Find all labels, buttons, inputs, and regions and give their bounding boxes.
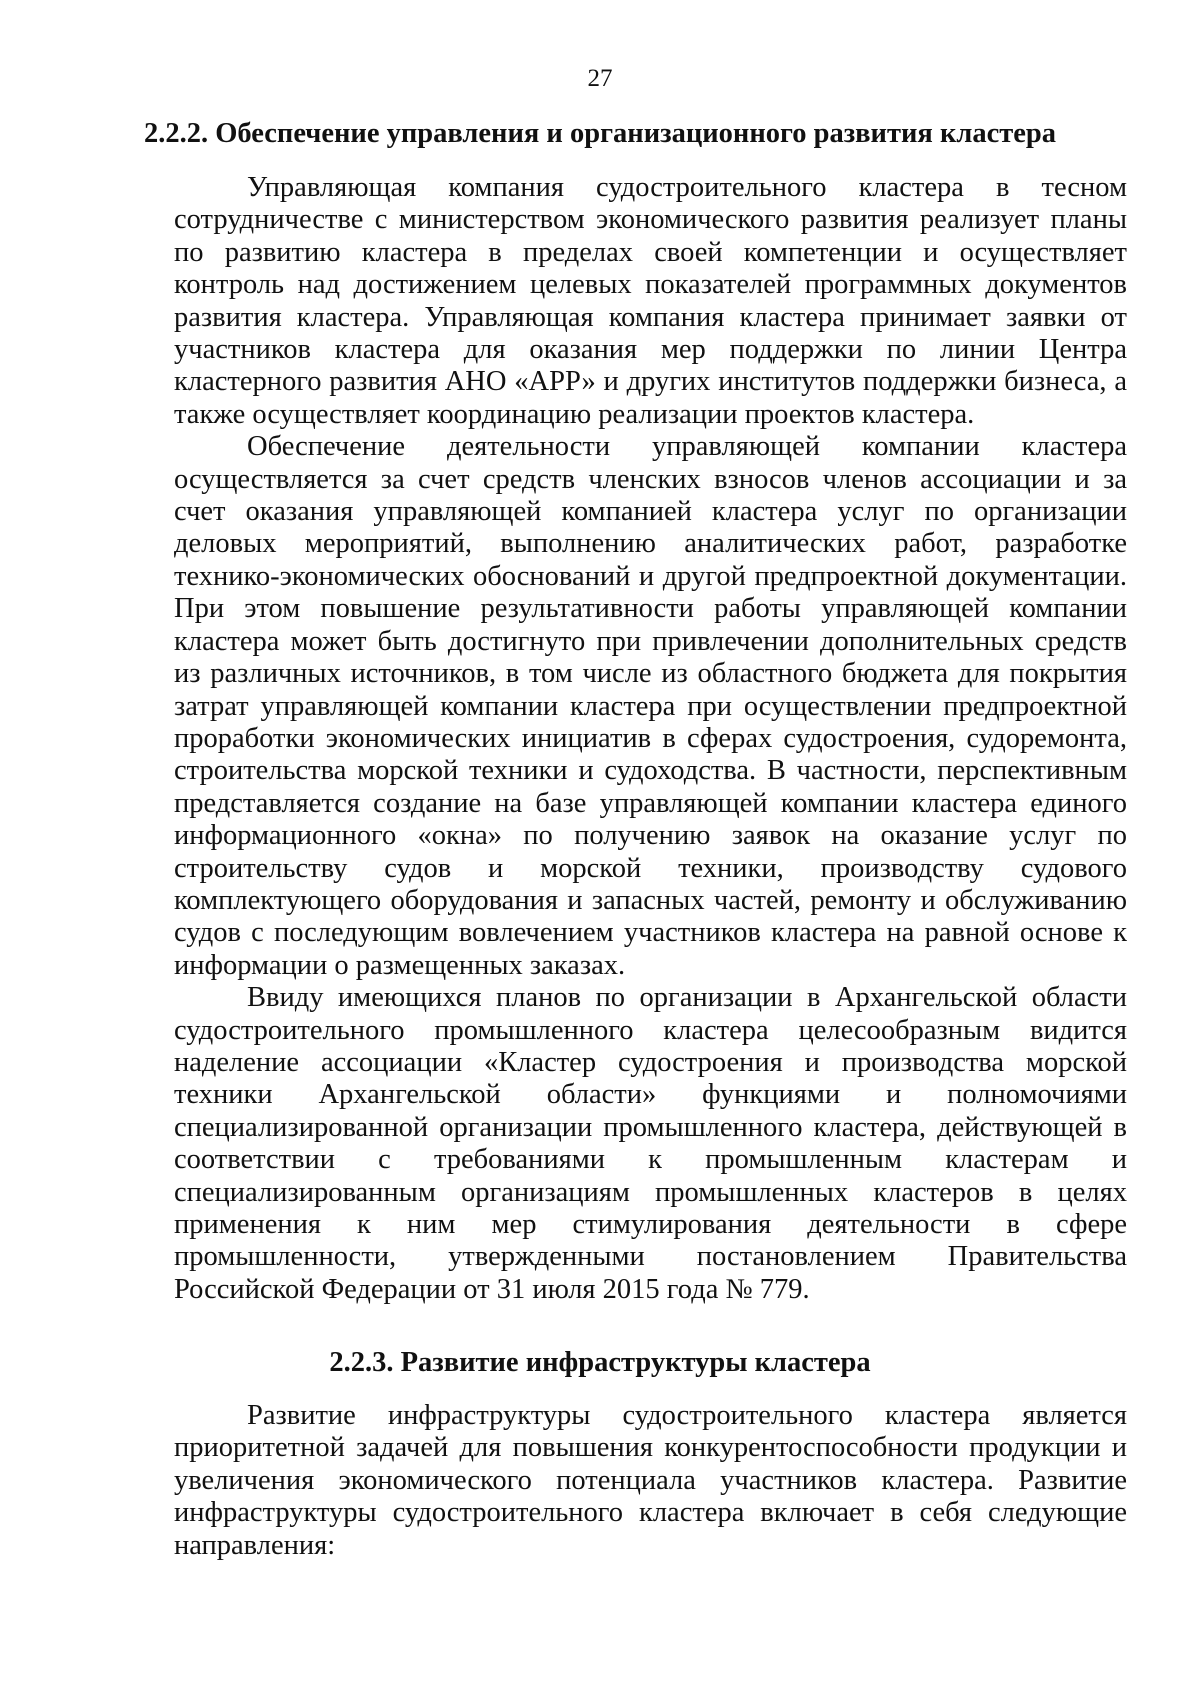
section-heading-2-2-3: 2.2.3. Развитие инфраструктуры кластера bbox=[329, 1347, 871, 1378]
paragraph-management-company: Управляющая компания судостроительного кластера в тесном сотрудничестве с министерством экономического развития реализует планы по развитию кластера в пределах своей компетенции и осуществляет контроль над достижением целевых показателей программных документов развития кластера. Управляющая компания кластера принимает заявки от участников кластера для оказания мер поддержки по линии Центра кластерного развития АНО «АРР» и других институтов поддержки бизнеса, а также осуществляет координацию реализации проектов кластера. bbox=[174, 172, 1127, 430]
page-number: 27 bbox=[587, 65, 613, 92]
paragraph-infrastructure: Развитие инфраструктуры судостроительного кластера является приоритетной задачей для повышения конкурентоспособности продукции и увеличения экономического потенциала участников кластера. Развитие инфраструктуры судостроительного кластера включает в себя следующие направления: bbox=[174, 1400, 1127, 1561]
section-heading-2-2-2: 2.2.2. Обеспечение управления и организационного развития кластера bbox=[143, 118, 1056, 149]
section-body-2-2-3 bbox=[174, 1400, 1127, 1562]
paragraph-specialized-organization: Ввиду имеющихся планов по организации в Архангельской области судостроительного промышленного кластера целесообразным видится наделение ассоциации «Кластер судостроения и производства морской техники Архангельской области» функциями и полномочиями специализированной организации промышленного кластера, действующей в соответствии с требованиями к промышленным кластерам и специализированным организациям промышленных кластеров в целях применения к ним мер стимулирования деятельности в сфере промышленности, утвержденными постановлением Правительства Российской Федерации от 31 июля 2015 года № 779. bbox=[174, 982, 1127, 1305]
paragraph-funding: Обеспечение деятельности управляющей компании кластера осуществляется за счет средств членских взносов членов ассоциации и за счет оказания управляющей компанией кластера услуг по организации деловых мероприятий, выполнению аналитических работ, разработке технико-экономических обоснований и другой предпроектной документации. При этом повышение результативности работы управляющей компании кластера может быть достигнуто при привлечении дополнительных средств из различных источников, в том числе из областного бюджета для покрытия затрат управляющей компании кластера при осуществлении предпроектной проработки экономических инициатив в сферах судостроения, судоремонта, строительства морской техники и судоходства. В частности, перспективным представляется создание на базе управляющей компании кластера единого информационного «окна» по получению заявок на оказание услуг по строительству судов и морской техники, производству судового комплектующего оборудования и запасных частей, ремонту и обслуживанию судов с последующим вовлечением участников кластера на равной основе к информации о размещенных заказах. bbox=[174, 431, 1127, 981]
section-body-2-2-2 bbox=[174, 172, 1127, 1306]
